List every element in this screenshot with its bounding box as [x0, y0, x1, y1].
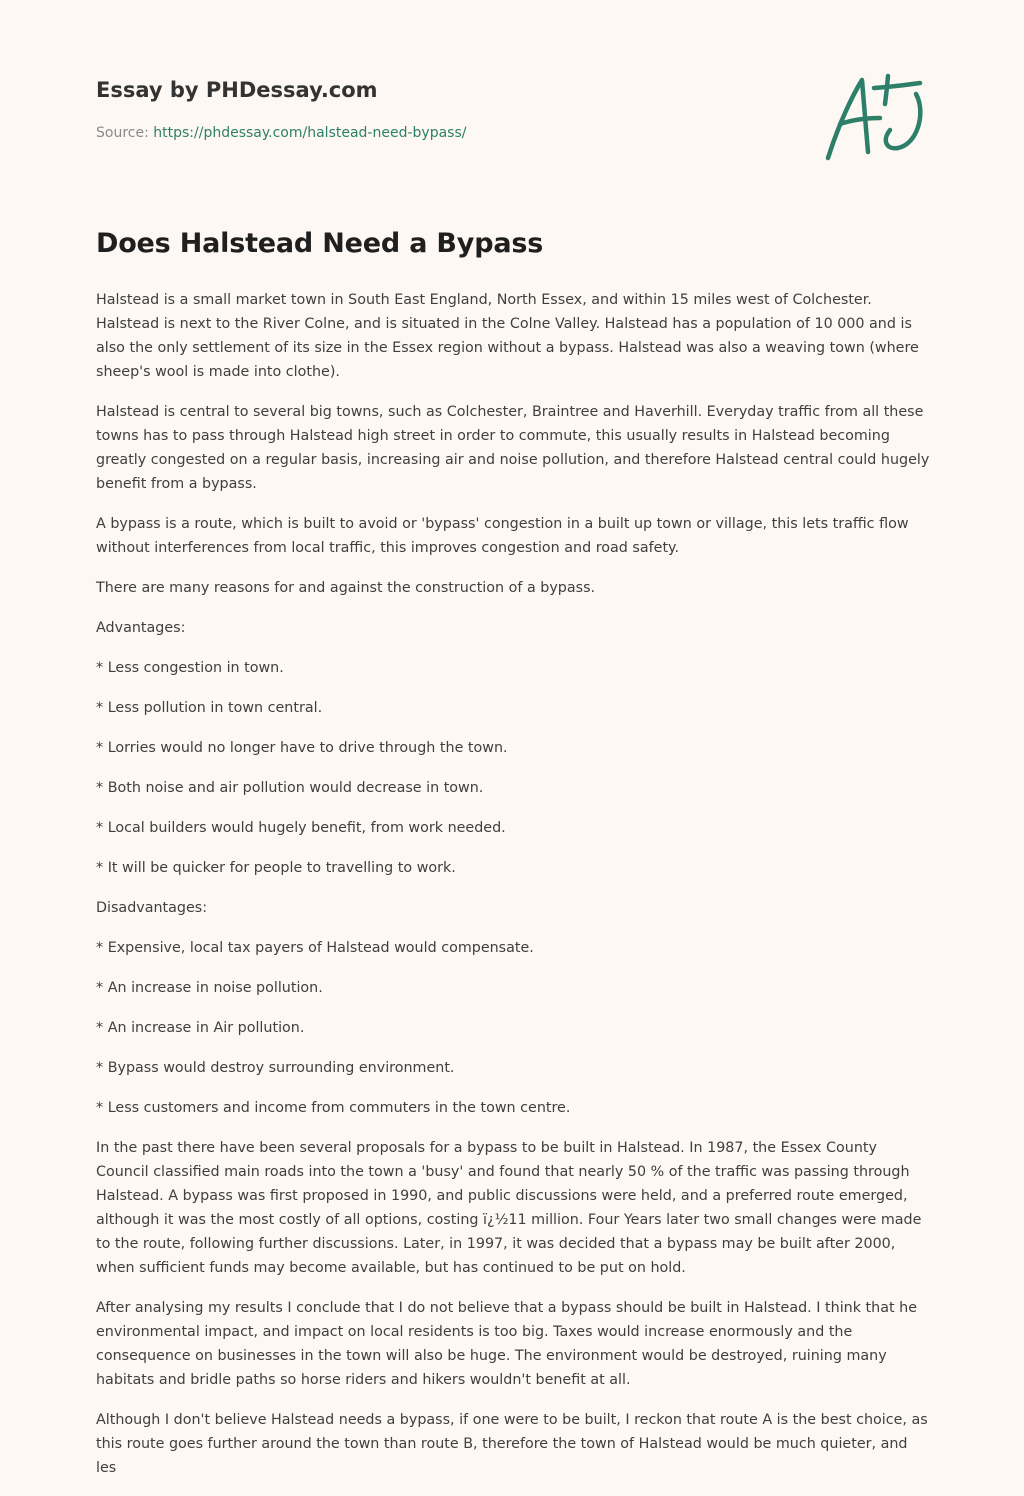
essay-paragraph: Although I don't believe Halstead needs a bypass, if one were to be built, I reckon that route A is the best choice, as this route goes further around the town than route B, therefore the town of Halstead would be much quieter, and les [96, 1412, 928, 1476]
essay-paragraph: * Less pollution in town central. [96, 700, 323, 716]
essay-paragraph: Halstead is a small market town in South East England, North Essex, and within 15 miles west of Colchester. Halstead is next to the River Colne, and is situated in the Colne Valley. Halstead has a population of 10 000 and is also the only settlement of its size in the Essex region without a bypass. Halstead was also a weaving town (where sheep's wool is made into clothe). [96, 292, 919, 380]
essay-paragraph: * Less congestion in town. [96, 660, 284, 676]
essay-paragraph: * Expensive, local tax payers of Halstead would compensate. [96, 940, 534, 956]
essay-paragraph: Disadvantages: [96, 900, 208, 916]
source-line [96, 123, 796, 143]
essay-paragraph: Halstead is central to several big towns, such as Colchester, Braintree and Haverhill. Everyday traffic from all these towns has to pass through Halstead high street in order to commute, this usually results in Halstead becoming greatly congested on a regular basis, increasing air and noise pollution, and therefore Halstead central could hugely benefit from a bypass. [96, 404, 930, 492]
essay-paragraph: There are many reasons for and against the construction of a bypass. [96, 580, 596, 596]
essay-paragraph: A bypass is a route, which is built to avoid or 'bypass' congestion in a built up town or village, this lets traffic flow without interferences from local traffic, this improves congestion and road safety. [96, 516, 909, 556]
essay-paragraph: * It will be quicker for people to travelling to work. [96, 860, 456, 876]
essay-paragraph: * Local builders would hugely benefit, from work needed. [96, 820, 506, 836]
site-title: Essay by PHDessay.com [96, 78, 378, 102]
essay-paragraph: * Both noise and air pollution would decrease in town. [96, 780, 484, 796]
essay-body [96, 288, 930, 1480]
essay-paragraph: * Lorries would no longer have to drive through the town. [96, 740, 508, 756]
essay-paragraph: After analysing my results I conclude that I do not believe that a bypass should be built in Halstead. I think that he environmental impact, and impact on local residents is too big. Taxes would increase enormously and the consequence on businesses in the town will also be huge. The environment would be destroyed, ruining many habitats and bridle paths so horse riders and hikers wouldn't benefit at all. [96, 1300, 917, 1388]
essay-paragraph: * An increase in Air pollution. [96, 1020, 305, 1036]
essay-paragraph: Advantages: [96, 620, 186, 636]
header [96, 74, 796, 143]
essay-title: Does Halstead Need a Bypass [96, 228, 544, 259]
essay-paragraph: In the past there have been several proposals for a bypass to be built in Halstead. In 1987, the Essex County Council classified main roads into the town a 'busy' and found that nearly 50 % of the traffic was passing through Halstead. A bypass was first proposed in 1990, and public discussions were held, and a preferred route emerged, although it was the most costly of all options, costing ï¿½11 million. Four Years later two small changes were made to the route, following further discussions. Later, in 1997, it was decided that a bypass may be built after 2000, when sufficient funds may become available, but has continued to be put on hold. [96, 1140, 922, 1276]
essay-paragraph: * Less customers and income from commuters in the town centre. [96, 1100, 571, 1116]
essay-paragraph: * An increase in noise pollution. [96, 980, 323, 996]
a-plus-logo-icon [818, 66, 930, 166]
source-label: Source: [96, 125, 154, 141]
source-link[interactable]: https://phdessay.com/halstead-need-bypass/ [153, 125, 467, 141]
essay-content [96, 224, 930, 1496]
essay-paragraph: * Bypass would destroy surrounding environment. [96, 1060, 455, 1076]
